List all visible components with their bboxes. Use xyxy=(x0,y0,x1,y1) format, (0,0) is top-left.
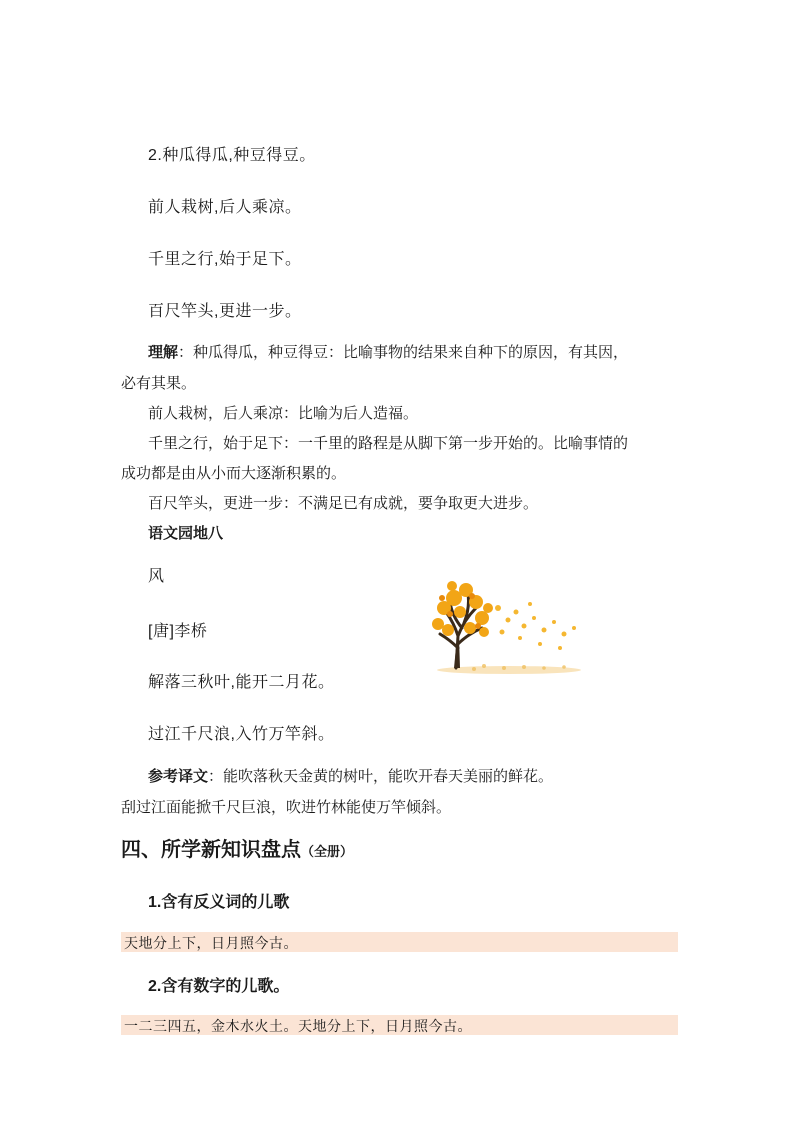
translation-paragraph xyxy=(148,763,553,789)
poem-title: 风 xyxy=(148,568,165,585)
subsection-title: 2.含有数字的儿歌。 xyxy=(148,978,290,995)
translation-line: 刮过江面能掀千尺巨浪，吹进竹林能使万竿倾斜。 xyxy=(121,798,452,816)
idiom-line: 2.种瓜得瓜,种豆得豆。 xyxy=(148,147,316,164)
idiom-line: 百尺竿头,更进一步。 xyxy=(148,303,302,320)
section4-heading xyxy=(121,833,353,862)
subsection-title: 1.含有反义词的儿歌 xyxy=(148,894,290,911)
understanding-line: 千里之行，始于足下：一千里的路程是从脚下第一步开始的。比喻事情的 xyxy=(148,434,629,452)
poem-line: 过江千尺浪,入竹万竿斜。 xyxy=(148,726,335,743)
highlight-band xyxy=(121,932,678,952)
idiom-line: 前人栽树,后人乘凉。 xyxy=(148,199,302,216)
rhyme-text: 一二三四五，金木水火土。天地分上下，日月照今古。 xyxy=(124,1019,472,1035)
poem-author: [唐]李桥 xyxy=(148,623,208,640)
understanding-paragraph xyxy=(148,339,628,365)
poem-line: 解落三秋叶,能开二月花。 xyxy=(148,674,335,691)
understanding-line: 前人栽树，后人乘凉：比喻为后人造福。 xyxy=(148,404,419,422)
section4-suffix: （全册） xyxy=(301,844,354,859)
understanding-text: ：种瓜得瓜，种豆得豆：比喻事物的结果来自种下的原因，有其因， xyxy=(178,343,629,361)
section4-title: 四、所学新知识盘点 xyxy=(121,839,301,861)
understanding-line: 百尺竿头，更进一步：不满足已有成就，要争取更大进步。 xyxy=(148,494,539,512)
section-heading: 语文园地八 xyxy=(148,525,224,542)
rhyme-text: 天地分上下，日月照今古。 xyxy=(124,936,298,952)
translation-text: ：能吹落秋天金黄的树叶，能吹开春天美丽的鲜花。 xyxy=(208,767,554,785)
idiom-line: 千里之行,始于足下。 xyxy=(148,251,302,268)
highlight-band xyxy=(121,1015,678,1035)
understanding-label: 理解 xyxy=(148,343,179,361)
understanding-line: 必有其果。 xyxy=(121,374,197,392)
translation-label: 参考译文 xyxy=(148,767,209,785)
autumn-tree-illustration xyxy=(424,568,584,680)
understanding-line: 成功都是由从小而大逐渐积累的。 xyxy=(121,464,347,482)
